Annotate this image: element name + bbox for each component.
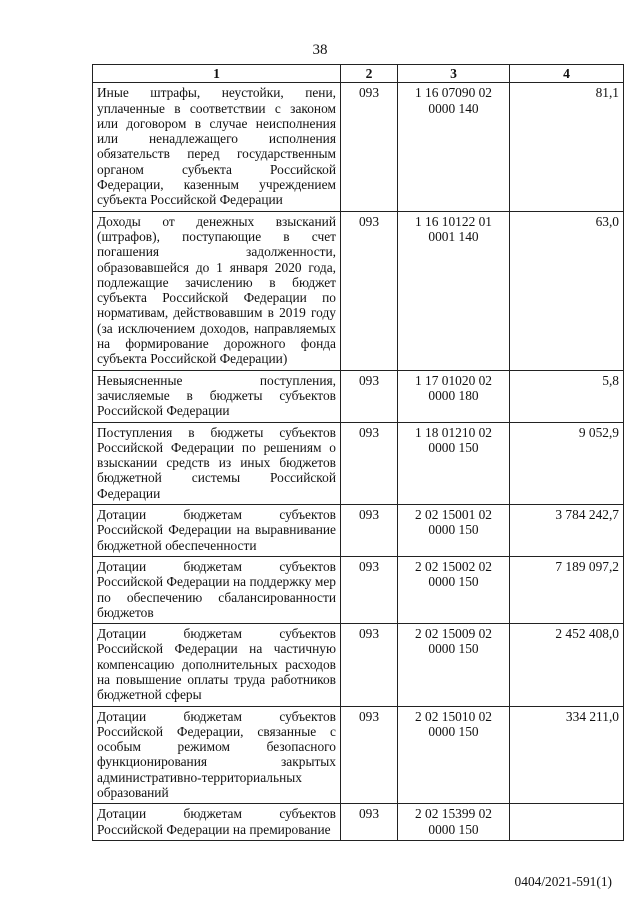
budget-code-cell: 2 02 15399 02 0000 150: [398, 804, 510, 841]
column-header-3: 3: [398, 65, 510, 83]
budget-code-cell: 2 02 15002 02 0000 150: [398, 556, 510, 623]
table-row: [93, 83, 624, 211]
column-header-1: 1: [93, 65, 341, 83]
table-row: [93, 211, 624, 370]
amount-cell: 334 211,0: [510, 706, 624, 804]
table-row: [93, 804, 624, 841]
column-header-4: 4: [510, 65, 624, 83]
document-footer-code: 0404/2021-591(1): [514, 874, 612, 889]
revenue-name-cell: Невыясненные поступления, зачисляемые в бюджеты субъектов Российской Федерации: [93, 370, 341, 422]
amount-cell: 81,1: [510, 83, 624, 211]
admin-code-cell: 093: [341, 556, 398, 623]
amount-cell: 9 052,9: [510, 422, 624, 504]
admin-code-cell: 093: [341, 83, 398, 211]
revenue-name-cell: Дотации бюджетам субъектов Российской Федерации, связанные с особым режимом безопасного функционирования закрытых административно-территориальных образований: [93, 706, 341, 804]
budget-code-cell: 1 17 01020 02 0000 180: [398, 370, 510, 422]
admin-code-cell: 093: [341, 422, 398, 504]
revenue-name-cell: Дотации бюджетам субъектов Российской Федерации на выравнивание бюджетной обеспеченности: [93, 505, 341, 557]
revenue-name-cell: Иные штрафы, неустойки, пени, уплаченные в соответствии с законом или договором в случае неисполнения или ненадлежащего исполнения обязательств перед государственным органом субъекта Российской Федерации, казенным учреждением субъекта Российской Федерации: [93, 83, 341, 211]
admin-code-cell: 093: [341, 706, 398, 804]
admin-code-cell: 093: [341, 624, 398, 706]
amount-cell: 2 452 408,0: [510, 624, 624, 706]
budget-code-cell: 1 18 01210 02 0000 150: [398, 422, 510, 504]
budget-code-cell: 1 16 10122 01 0001 140: [398, 211, 510, 370]
amount-cell: 5,8: [510, 370, 624, 422]
table-row: [93, 422, 624, 504]
table-row: [93, 624, 624, 706]
revenue-name-cell: Поступления в бюджеты субъектов Российской Федерации по решениям о взыскании средств из иных бюджетов бюджетной системы Российской Федерации: [93, 422, 341, 504]
budget-code-cell: 2 02 15010 02 0000 150: [398, 706, 510, 804]
amount-cell: 63,0: [510, 211, 624, 370]
budget-code-cell: 2 02 15001 02 0000 150: [398, 505, 510, 557]
page-number: 38: [312, 42, 328, 58]
revenue-name-cell: Доходы от денежных взысканий (штрафов), поступающие в счет погашения задолженности, образовавшейся до 1 января 2020 года, подлежащие зачислению в бюджет субъекта Российской Федерации по нормативам, действовавшим в 2019 году (за исключением доходов, направляемых на формирование дорожного фонда субъекта Российской Федерации): [93, 211, 341, 370]
amount-cell: 3 784 242,7: [510, 505, 624, 557]
table-header-row: [93, 65, 624, 83]
budget-code-cell: 2 02 15009 02 0000 150: [398, 624, 510, 706]
table-row: [93, 706, 624, 804]
table-row: [93, 505, 624, 557]
admin-code-cell: 093: [341, 370, 398, 422]
revenue-name-cell: Дотации бюджетам субъектов Российской Федерации на поддержку мер по обеспечению сбалансированности бюджетов: [93, 556, 341, 623]
table-row: [93, 556, 624, 623]
revenue-table: [92, 64, 624, 841]
admin-code-cell: 093: [341, 804, 398, 841]
amount-cell: [510, 804, 624, 841]
budget-code-cell: 1 16 07090 02 0000 140: [398, 83, 510, 211]
admin-code-cell: 093: [341, 211, 398, 370]
table-row: [93, 370, 624, 422]
revenue-name-cell: Дотации бюджетам субъектов Российской Федерации на частичную компенсацию дополнительных расходов на повышение оплаты труда работников бюджетной сферы: [93, 624, 341, 706]
revenue-name-cell: Дотации бюджетам субъектов Российской Федерации на премирование: [93, 804, 341, 841]
amount-cell: 7 189 097,2: [510, 556, 624, 623]
column-header-2: 2: [341, 65, 398, 83]
admin-code-cell: 093: [341, 505, 398, 557]
